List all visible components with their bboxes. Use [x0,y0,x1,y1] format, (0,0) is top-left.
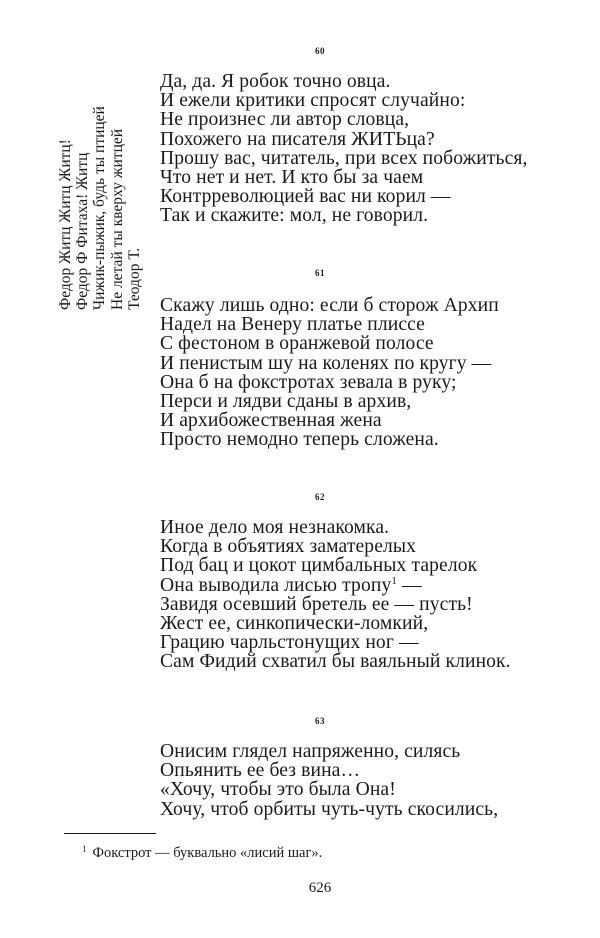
verse-line: «Хочу, чтобы это была Она! [160,779,396,801]
footnote-text: Фокстрот — буквально «лисий шаг». [92,845,323,861]
verse-line: Перси и лядви сданы в архив, [160,390,412,412]
verse-line: Не произнес ли автор словца, [160,109,410,131]
verse-line: Прошу вас, читатель, при всех побожиться, [160,147,528,169]
footnote-marker[interactable]: 1 [391,574,397,587]
footnote-number: 1 [82,844,87,854]
verse-line: Так и скажите: мол, не говорил. [160,205,429,227]
verse-line-dash: — [396,574,422,596]
verse-line: И пенистым шу на коленях по кругу — [160,352,492,374]
verse-line: Хочу, чтоб орбиты чуть-чуть скосились, [160,798,499,820]
verse-line: И архибожественная жена [160,410,382,432]
stanza-61 [160,296,499,450]
stanza-60 [160,72,527,226]
verse-line: Скажу лишь одно: если б сторож Архип [160,295,499,316]
page-number: 626 [308,880,332,896]
verse-line: Она б на фокстротах зевала в руку; [160,371,457,393]
stanza-number: 61 [315,268,325,278]
verse-line: Да, да. Я робок точно овца. [160,71,391,92]
stanza-number: 62 [315,492,325,502]
verse-line: Завидя осевший бретель ее — пусть! [160,593,473,615]
marginal-note-line: Федор Ф Фитаха! Житц [74,152,92,310]
verse-line: И ежели критики спросят случайно: [160,90,466,112]
verse-line: Грацию чарльстонущих ног — [160,632,419,654]
verse-line: Опьянить ее без вина… [160,760,361,782]
stanza-number: 60 [315,46,325,56]
footnote-divider [64,833,156,834]
marginal-note [57,40,143,310]
marginal-note-text [57,40,143,310]
stanza-63 [160,742,498,819]
stanza-62 [160,518,511,672]
verse-line: Иное дело моя незнакомка. [160,517,390,538]
verse-line [160,576,511,595]
marginal-note-line: Теодор Т. [125,247,143,310]
verse-line: Надел на Венеру платье плиссе [160,314,425,336]
marginal-note-line: Федор Житц Житц Житц! [57,139,74,310]
verse-line: Сам Фидий схватил бы ваяльный клинок. [160,651,511,673]
verse-line: Контрреволюцией вас ни корил — [160,186,451,208]
marginal-note-line: Чижик-пыжик, будь ты птицей [91,106,109,310]
verse-line: Что нет и нет. И кто бы за чаем [160,166,424,188]
stanza-number: 63 [315,716,325,726]
marginal-note-line: Не летай ты кверху житцей [108,128,126,310]
verse-line: Похожего на писателя ЖИТЬца? [160,128,435,150]
verse-line: С фестоном в оранжевой полосе [160,333,434,355]
verse-line: Жест ее, синкопически-ломкий, [160,612,429,634]
verse-line: Онисим глядел напряженно, силясь [160,741,461,762]
verse-line: Под бац и цокот цимбальных тарелок [160,555,478,577]
footnote [82,845,322,862]
verse-line-text: Она выводила лисью тропу [160,574,392,596]
verse-line: Просто немодно теперь сложена. [160,429,439,451]
verse-line: Когда в объятиях заматерелых [160,536,417,558]
